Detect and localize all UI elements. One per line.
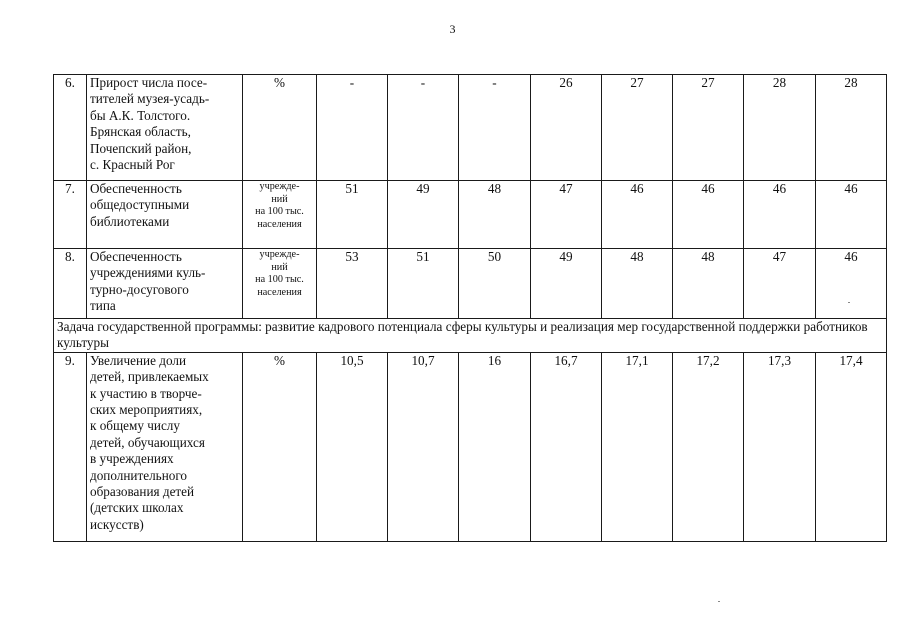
value-cell: 51 [388,249,459,319]
value-cell: 53 [317,249,388,319]
row-number: 9. [54,352,87,541]
indicator-name-line: Увеличение доли [90,352,187,368]
value-cell: - [459,75,531,181]
indicator-name-line: Прирост числа посе- [90,75,208,90]
unit-line: населения [257,218,302,230]
value-cell: 49 [388,181,459,249]
value-cell: 17,4 [816,352,887,541]
unit-line: на 100 тыс. [255,206,304,218]
indicator-name [87,352,243,541]
indicator-name-line: Обеспеченность [90,249,182,264]
value-cell: - [317,75,388,181]
value-cell: 51 [317,181,388,249]
value-cell: 48 [459,181,531,249]
value-cell: 10,5 [317,352,388,541]
page-number: 3 [449,22,456,36]
unit-cell [243,249,317,319]
indicator-name-line: бы А.К. Толстого. [90,107,191,123]
indicator-name [87,75,243,181]
indicator-name-line: типа [90,298,116,314]
value-cell: 48 [602,249,673,319]
value-cell: 47 [531,181,602,249]
value-cell: 17,1 [602,352,673,541]
unit-line: на 100 тыс. [255,274,304,286]
value-cell: 16 [459,352,531,541]
indicator-name-line: к общему числу [90,418,180,434]
indicator-name-line: (детских школах [90,500,184,516]
indicator-name-line: к участию в творче- [90,385,202,401]
value-cell: 48 [673,249,744,319]
indicator-name-line: дополнительного [90,467,188,483]
value-cell: 26 [531,75,602,181]
value-cell: 46 [673,181,744,249]
value-cell: 16,7 [531,352,602,541]
scan-speck [718,601,720,602]
value-cell: 10,7 [388,352,459,541]
indicator-name-line: учреждениями куль- [90,265,206,281]
indicator-name-line: в учреждениях [90,451,174,467]
value-cell: 47 [744,249,816,319]
indicator-name-line: искусств) [90,516,144,532]
unit-cell: % [243,75,317,181]
value-cell: 46 [602,181,673,249]
unit-cell [243,181,317,249]
value-cell: 46 [816,181,887,249]
indicator-name-line: турно-досугового [90,281,189,297]
unit-line: населения [257,286,302,298]
unit-line: ний [271,261,288,273]
unit-line: учрежде- [259,181,300,192]
row-number: 8. [54,249,87,319]
indicator-name-line: Обеспеченность [90,181,182,196]
indicator-name-line: Брянская область, [90,124,191,140]
table-row [54,75,887,181]
table-row [54,249,887,319]
value-cell: 46 [816,249,887,319]
indicator-name-line: библиотеками [90,213,170,229]
table-row [54,352,887,541]
indicator-name-line: с. Красный Рог [90,157,175,173]
indicator-name-line: детей, обучающихся [90,434,205,450]
value-cell: 28 [744,75,816,181]
indicator-name-line: образования детей [90,484,195,500]
indicator-name-line: общедоступными [90,197,190,213]
value-cell: 28 [816,75,887,181]
unit-line: учрежде- [259,249,300,260]
value-cell: 17,3 [744,352,816,541]
value-cell: 27 [602,75,673,181]
indicator-name [87,249,243,319]
value-cell: 50 [459,249,531,319]
value-cell: 17,2 [673,352,744,541]
unit-line: ний [271,193,288,205]
scan-speck [848,302,850,303]
indicator-name-line: ских мероприятиях, [90,402,203,418]
indicator-name [87,181,243,249]
value-cell: - [388,75,459,181]
value-cell: 46 [744,181,816,249]
row-number: 7. [54,181,87,249]
indicator-name-line: тителей музея-усадь- [90,91,210,107]
task-row [54,319,887,353]
task-text: Задача государственной программы: развитие кадрового потенциала сферы культуры и реализация мер государственной поддержки работников культуры [54,319,887,353]
value-cell: 27 [673,75,744,181]
row-number: 6. [54,75,87,181]
indicators-table [53,74,887,542]
indicator-name-line: Почепский район, [90,140,192,156]
indicator-name-line: детей, привлекаемых [90,369,209,385]
value-cell: 49 [531,249,602,319]
unit-cell: % [243,352,317,541]
table-row [54,181,887,249]
